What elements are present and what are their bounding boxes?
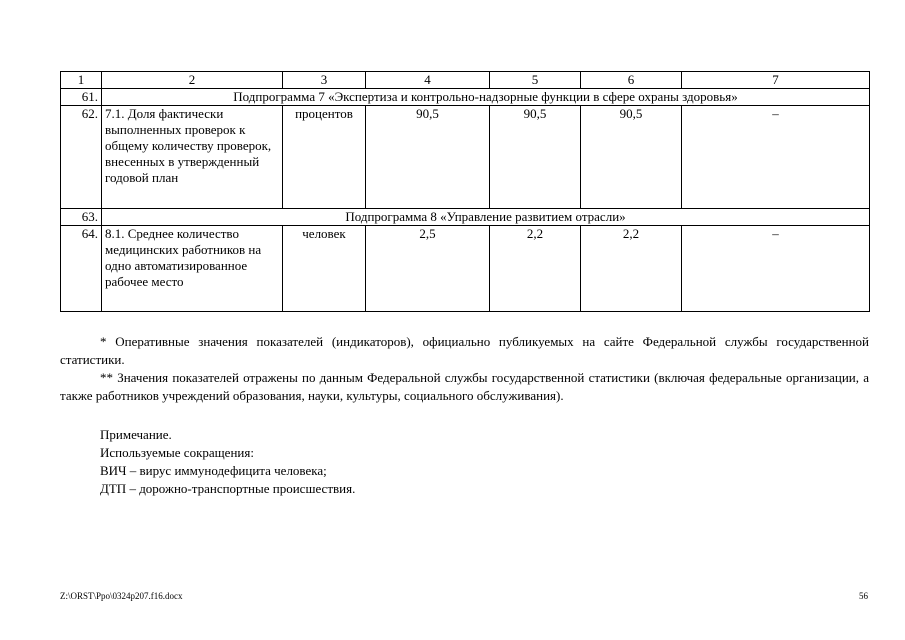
unit: человек	[283, 226, 366, 312]
table-row	[61, 209, 870, 226]
value-cell: 2,2	[581, 226, 682, 312]
header-cell: 5	[490, 72, 581, 89]
header-row	[61, 72, 870, 89]
value-cell: 90,5	[581, 106, 682, 209]
subprogram-title: Подпрограмма 8 «Управление развитием отрасли»	[102, 209, 870, 226]
value-cell: 90,5	[490, 106, 581, 209]
footnotes	[60, 333, 869, 405]
row-number: 63.	[61, 209, 102, 226]
header-cell: 3	[283, 72, 366, 89]
value-cell: –	[682, 106, 870, 209]
header-cell: 6	[581, 72, 682, 89]
header-cell: 4	[366, 72, 490, 89]
file-path: Z:\ORST\Ppo\0324p207.f16.docx	[60, 591, 183, 601]
header-cell: 7	[682, 72, 870, 89]
header-cell: 1	[61, 72, 102, 89]
footnote-2: ** Значения показателей отражены по данным Федеральной службы государственной статистики (включая федеральные организации, а также работников учреждений образования, науки, культуры, социального обслуживания).	[60, 370, 869, 403]
row-number: 61.	[61, 89, 102, 106]
row-number: 62.	[61, 106, 102, 209]
value-cell: 2,5	[366, 226, 490, 312]
value-cell: 2,2	[490, 226, 581, 312]
footnote-1: * Оперативные значения показателей (индикаторов), официально публикуемых на сайте Федеральной службы государственной статистики.	[60, 334, 869, 367]
page-number: 56	[859, 591, 868, 601]
row-number: 64.	[61, 226, 102, 312]
abbreviation-item: ВИЧ – вирус иммунодефицита человека;	[100, 463, 327, 478]
abbreviations-title: Используемые сокращения:	[100, 445, 254, 460]
indicators-table	[60, 71, 870, 312]
table-row	[61, 226, 870, 312]
indicator-name: 8.1. Среднее количество медицинских работников на одно автоматизированное рабочее место	[102, 226, 283, 312]
unit: процентов	[283, 106, 366, 209]
indicator-name: 7.1. Доля фактически выполненных проверок к общему количеству проверок, внесенных в утвержденный годовой план	[102, 106, 283, 209]
table-row	[61, 89, 870, 106]
remark-block	[100, 426, 355, 498]
value-cell: –	[682, 226, 870, 312]
value-cell: 90,5	[366, 106, 490, 209]
subprogram-title: Подпрограмма 7 «Экспертиза и контрольно-надзорные функции в сфере охраны здоровья»	[102, 89, 870, 106]
remark-title: Примечание.	[100, 427, 172, 442]
table-row	[61, 106, 870, 209]
header-cell: 2	[102, 72, 283, 89]
abbreviation-item: ДТП – дорожно-транспортные происшествия.	[100, 481, 356, 496]
